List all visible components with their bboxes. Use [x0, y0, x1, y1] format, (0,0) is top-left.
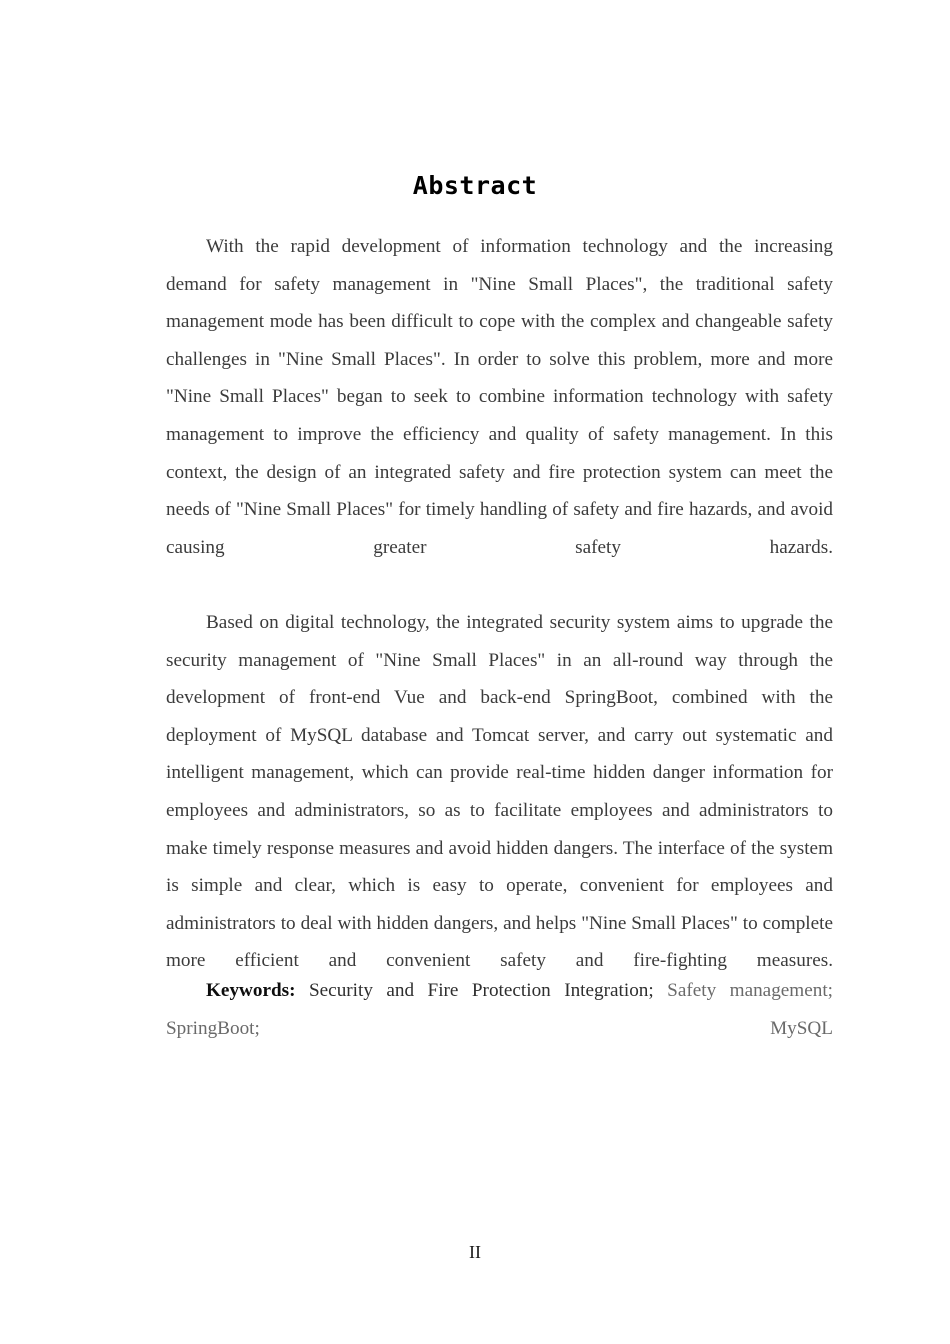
keywords-primary: Security and Fire Protection Integration; [308, 980, 654, 1001]
page-title: Abstract [412, 170, 538, 200]
abstract-paragraph-2: Based on digital technology, the integrated security system aims to upgrade the security management of "Nine Small Places" in an all-round way through the development of front-end Vue and back-end SpringBoot, combined with the deployment of MySQL database and Tomcat server, and carry out systematic and intelligent management, which can provide real-time hidden danger information for employees and administrators, so as to facilitate employees and administrators to make timely response measures and avoid hidden dangers. The interface of the system is simple and clear, which is easy to operate, convenient for employees and administrators to deal with hidden dangers, and helps "Nine Small Places" to complete more efficient and convenient safety and fire-fighting measures. [166, 611, 833, 972]
abstract-paragraph-1: With the rapid development of information technology and the increasing demand for safety management in "Nine Small Places", the traditional safety management mode has been difficult to cope with the complex and changeable safety challenges in "Nine Small Places". In order to solve this problem, more and more "Nine Small Places" began to seek to combine information technology with safety management to improve the efficiency and quality of safety management. In this context, the design of an integrated safety and fire protection system can meet the needs of "Nine Small Places" for timely handling of safety and fire hazards, and avoid causing greater safety hazards. [166, 236, 833, 558]
abstract-body [166, 228, 833, 1017]
keywords-section [166, 972, 833, 1085]
keywords-line [166, 972, 833, 1085]
keywords-secondary: Safety management; SpringBoot; MySQL [166, 980, 833, 1039]
page-number: II [469, 1242, 481, 1262]
keywords-label: Keywords: [206, 980, 296, 1001]
